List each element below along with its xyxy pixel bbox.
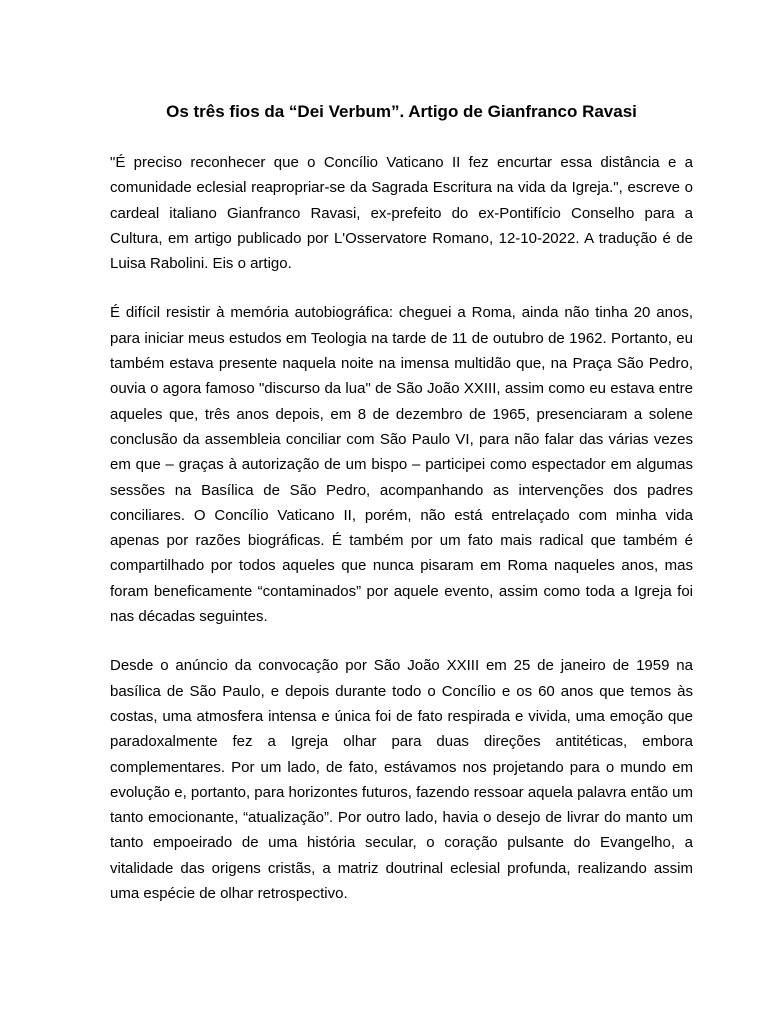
document-title: Os três fios da “Dei Verbum”. Artigo de Gianfranco Ravasi — [166, 102, 637, 121]
document-page — [110, 100, 693, 930]
paragraph-memory: É difícil resistir à memória autobiográfica: cheguei a Roma, ainda não tinha 20 anos, para iniciar meus estudos em Teologia na tarde de 11 de outubro de 1962. Portanto, eu também estava presente naquela noite na imensa multidão que, na Praça São Pedro, ouvia o agora famoso "discurso da lua" de São João XXIII, assim como eu estava entre aqueles que, três anos depois, em 8 de dezembro de 1965, presenciaram a solene conclusão da assembleia conciliar com São Paulo VI, para não falar das várias vezes em que – graças à autorização de um bispo – participei como espectador em algumas sessões na Basílica de São Pedro, acompanhando as intervenções dos padres conciliares. O Concílio Vaticano II, porém, não está entrelaçado com minha vida apenas por razões biográficas. É também por um fato mais radical que também é compartilhado por todos aqueles que nunca pisaram em Roma naqueles anos, mas foram beneficamente “contaminados” por aquele evento, assim como toda a Igreja foi nas décadas seguintes. — [110, 304, 693, 626]
paragraph-council: Desde o anúncio da convocação por São João XXIII em 25 de janeiro de 1959 na basílica de São Paulo, e depois durante todo o Concílio e os 60 anos que temos às costas, uma atmosfera intensa e única foi de fato respirada e vivida, uma emoção que paradoxalmente fez a Igreja olhar para duas direções antitéticas, embora complementares. Por um lado, de fato, estávamos nos projetando para o mundo em evolução e, portanto, para horizontes futuros, fazendo ressoar aquela palavra então um tanto emocionante, “atualização”. Por outro lado, havia o desejo de livrar do manto um tanto empoeirado de uma história secular, o coração pulsante do Evangelho, a vitalidade das origens cristãs, a matriz doutrinal eclesial profunda, realizando assim uma espécie de olhar retrospectivo. — [110, 657, 693, 903]
paragraph-intro: "É preciso reconhecer que o Concílio Vaticano II fez encurtar essa distância e a comunidade eclesial reapropriar-se da Sagrada Escritura na vida da Igreja.", escreve o cardeal italiano Gianfranco Ravasi, ex-prefeito do ex-Pontifício Conselho para a Cultura, em artigo publicado por L'Osservatore Romano, 12-10-2022. A tradução é de Luisa Rabolini. Eis o artigo. — [110, 154, 693, 273]
